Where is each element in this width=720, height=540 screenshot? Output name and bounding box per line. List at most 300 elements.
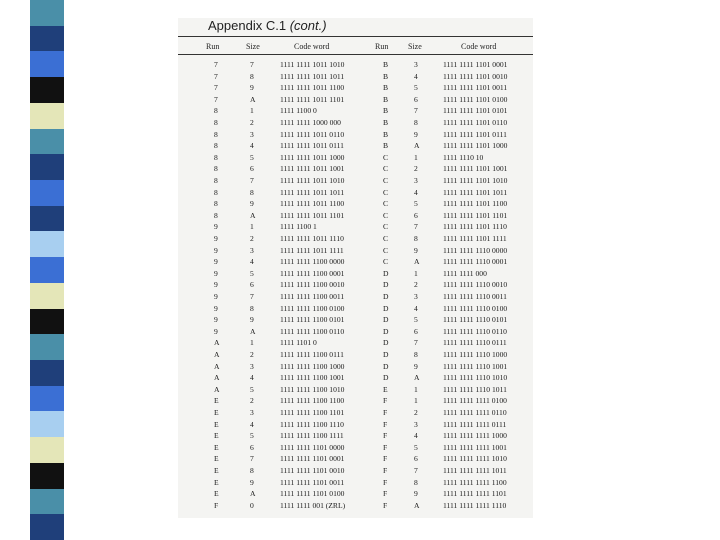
code-word-cell: 1111 1111 1011 0111 [280, 141, 344, 151]
size-cell: 8 [414, 477, 418, 487]
size-cell: 6 [250, 442, 254, 452]
run-cell: 9 [214, 245, 218, 255]
code-word-cell: 1111 1111 1101 0010 [443, 71, 508, 81]
run-cell: E [214, 477, 219, 487]
size-cell: 8 [250, 187, 254, 197]
run-cell: B [383, 71, 389, 81]
table-row [178, 153, 533, 163]
run-cell: E [214, 489, 219, 499]
size-cell: 7 [250, 454, 254, 464]
table-scan [178, 18, 533, 518]
code-word-cell: 1111 1111 1100 1111 [280, 431, 344, 441]
code-word-cell: 1111 1111 1100 0000 [280, 257, 345, 267]
size-cell: 6 [250, 280, 254, 290]
table-row [178, 338, 533, 348]
size-cell: 4 [250, 373, 254, 383]
run-cell: 8 [214, 141, 218, 151]
table-row [178, 269, 533, 279]
run-cell: F [214, 500, 219, 510]
run-cell: F [383, 477, 388, 487]
stripe-block [30, 334, 64, 360]
table-row [178, 141, 533, 151]
code-word-cell: 1111 1111 1111 1000 [443, 431, 507, 441]
stripe-block [30, 103, 64, 129]
run-cell: C [383, 164, 389, 174]
size-cell: 2 [250, 118, 254, 127]
run-cell: D [383, 361, 389, 371]
size-cell: 4 [250, 141, 254, 151]
run-cell: F [383, 431, 388, 441]
run-cell: A [214, 373, 220, 383]
table-row [178, 95, 533, 105]
run-cell: 8 [214, 199, 218, 209]
code-word-cell: 1111 1111 1110 1000 [443, 350, 508, 359]
code-word-cell: 1111 1111 1011 1100 [280, 83, 345, 93]
size-cell: 6 [414, 326, 418, 336]
size-cell: 7 [414, 466, 418, 475]
run-cell: F [383, 454, 388, 464]
run-cell: 7 [214, 60, 218, 69]
run-cell: C [383, 257, 389, 267]
table-row [178, 466, 533, 476]
table-row [178, 454, 533, 464]
code-word-cell: 1111 1111 1110 0001 [443, 257, 508, 267]
run-cell: 8 [214, 164, 218, 174]
run-cell: 9 [214, 303, 218, 313]
size-cell: 3 [414, 419, 418, 429]
table-row [178, 234, 533, 244]
size-cell: 7 [250, 176, 254, 185]
code-word-cell: 1111 1111 1100 0100 [280, 303, 345, 313]
run-cell: D [383, 292, 389, 301]
code-word-cell: 1111 1111 1110 1010 [443, 373, 508, 383]
table-row [178, 106, 533, 116]
run-cell: F [383, 500, 388, 510]
run-cell: 9 [214, 268, 218, 278]
table-row [178, 408, 533, 418]
table-row [178, 362, 533, 372]
run-cell: D [383, 350, 389, 359]
title-main: Appendix C.1 [208, 18, 287, 33]
run-cell: B [383, 106, 389, 116]
code-word-cell: 1111 1111 1100 1010 [280, 384, 345, 394]
table-row [178, 431, 533, 441]
header-size-2: Size [408, 42, 422, 51]
stripe-block [30, 283, 64, 309]
code-word-cell: 1111 1111 1011 1101 [280, 94, 345, 104]
code-word-cell: 1111 1110 10 [443, 152, 484, 162]
run-cell: 8 [214, 152, 218, 162]
code-word-cell: 1111 1111 1100 1101 [280, 408, 345, 417]
run-cell: E [214, 454, 219, 464]
code-word-cell: 1111 1111 1101 1011 [443, 187, 508, 197]
table-row [178, 280, 533, 290]
run-cell: A [214, 384, 220, 394]
code-word-cell: 1111 1111 1011 1000 [280, 152, 345, 162]
size-cell: 4 [250, 419, 254, 429]
code-word-cell: 1111 1111 1101 0100 [443, 94, 508, 104]
table-row [178, 489, 533, 499]
size-cell: A [414, 373, 420, 383]
code-word-cell: 1111 1111 1011 1100 [280, 199, 345, 209]
size-cell: 3 [250, 129, 254, 139]
run-cell: E [214, 466, 219, 475]
size-cell: 6 [414, 94, 418, 104]
run-cell: C [383, 199, 389, 209]
table-row [178, 257, 533, 267]
table-row [178, 292, 533, 302]
size-cell: 5 [414, 442, 418, 452]
header-code-1: Code word [294, 42, 330, 51]
top-rule [178, 36, 533, 37]
code-word-cell: 1111 1111 1101 0010 [280, 466, 345, 475]
size-cell: A [414, 141, 420, 151]
run-cell: 8 [214, 129, 218, 139]
title-cont: (cont.) [289, 18, 327, 33]
code-word-cell: 1111 1111 1000 000 [280, 118, 341, 127]
size-cell: 3 [414, 60, 418, 69]
table-row [178, 130, 533, 140]
size-cell: 1 [250, 106, 254, 116]
header-run-1: Run [206, 42, 220, 51]
code-word-cell: 1111 1111 1100 1110 [280, 419, 344, 429]
code-word-cell: 1111 1111 1101 1111 [443, 234, 507, 243]
table-row [178, 222, 533, 232]
size-cell: 5 [414, 315, 418, 325]
code-word-cell: 1111 1100 1 [280, 222, 317, 232]
run-cell: F [383, 419, 388, 429]
size-cell: 7 [414, 106, 418, 116]
code-word-cell: 1111 1111 1101 1100 [443, 199, 508, 209]
table-row [178, 188, 533, 198]
size-cell: 2 [250, 234, 254, 243]
size-cell: 3 [250, 245, 254, 255]
code-word-cell: 1111 1111 1101 0101 [443, 106, 508, 116]
size-cell: 3 [250, 361, 254, 371]
size-cell: 2 [414, 164, 418, 174]
size-cell: 9 [250, 83, 254, 93]
run-cell: 8 [214, 210, 218, 220]
code-word-cell: 1111 1111 1101 0011 [443, 83, 508, 93]
page-title [208, 18, 327, 33]
size-cell: 6 [414, 210, 418, 220]
size-cell: 9 [250, 477, 254, 487]
code-word-cell: 1111 1111 1011 1011 [280, 187, 345, 197]
run-cell: D [383, 268, 389, 278]
code-word-cell: 1111 1111 1101 0001 [280, 454, 345, 464]
stripe-block [30, 51, 64, 77]
code-word-cell: 1111 1111 1011 1010 [280, 176, 345, 185]
table-row [178, 420, 533, 430]
code-word-cell: 1111 1111 1111 1010 [443, 454, 507, 464]
size-cell: 7 [414, 222, 418, 232]
run-cell: D [383, 326, 389, 336]
size-cell: 2 [414, 408, 418, 417]
table-row [178, 246, 533, 256]
table-row [178, 72, 533, 82]
run-cell: D [383, 338, 389, 348]
run-cell: D [383, 315, 389, 325]
stripe-block [30, 463, 64, 489]
run-cell: E [383, 384, 388, 394]
size-cell: 9 [414, 489, 418, 499]
run-cell: D [383, 303, 389, 313]
code-word-cell: 1111 1111 1110 0101 [443, 315, 508, 325]
size-cell: 9 [250, 315, 254, 325]
code-word-cell: 1111 1111 1101 0111 [443, 129, 507, 139]
run-cell: E [214, 431, 219, 441]
stripe-block [30, 309, 64, 335]
code-word-cell: 1111 1111 1011 1111 [280, 245, 344, 255]
size-cell: 5 [414, 83, 418, 93]
size-cell: 3 [414, 176, 418, 185]
code-word-cell: 1111 1111 1111 0111 [443, 419, 507, 429]
table-row [178, 373, 533, 383]
code-word-cell: 1111 1111 1110 0011 [443, 292, 507, 301]
size-cell: 3 [414, 292, 418, 301]
table-row [178, 396, 533, 406]
run-cell: A [214, 361, 220, 371]
table-row [178, 350, 533, 360]
code-word-cell: 1111 1111 1011 1101 [280, 210, 345, 220]
run-cell: A [214, 338, 220, 348]
code-word-cell: 1111 1111 1100 0110 [280, 326, 345, 336]
table-row [178, 176, 533, 186]
run-cell: A [214, 350, 220, 359]
table-row [178, 304, 533, 314]
run-cell: F [383, 466, 388, 475]
size-cell: 0 [250, 500, 254, 510]
size-cell: 7 [250, 292, 254, 301]
stripe-block [30, 411, 64, 437]
size-cell: 1 [414, 268, 418, 278]
size-cell: 4 [414, 71, 418, 81]
header-rule [178, 54, 533, 55]
table-row [178, 60, 533, 70]
size-cell: 5 [250, 431, 254, 441]
size-cell: 8 [414, 350, 418, 359]
run-cell: C [383, 187, 389, 197]
code-word-cell: 1111 1111 1111 1011 [443, 466, 507, 475]
stripe-block [30, 206, 64, 232]
decorative-stripe [30, 0, 64, 540]
run-cell: E [214, 396, 219, 406]
run-cell: B [383, 60, 389, 69]
size-cell: 4 [414, 187, 418, 197]
stripe-block [30, 489, 64, 515]
table-row [178, 478, 533, 488]
size-cell: 3 [250, 408, 254, 417]
table-row [178, 118, 533, 128]
code-word-cell: 1111 1111 1101 0001 [443, 60, 508, 69]
code-word-cell: 1111 1111 1100 0101 [280, 315, 345, 325]
stripe-block [30, 386, 64, 412]
size-cell: 5 [250, 152, 254, 162]
size-cell: 4 [414, 303, 418, 313]
run-cell: C [383, 210, 389, 220]
size-cell: 7 [414, 338, 418, 348]
run-cell: F [383, 442, 388, 452]
size-cell: 6 [250, 164, 254, 174]
size-cell: A [250, 210, 256, 220]
size-cell: 1 [414, 152, 418, 162]
code-word-cell: 1111 1111 1101 1110 [443, 222, 507, 232]
size-cell: 8 [414, 234, 418, 243]
code-word-cell: 1111 1111 1100 1000 [280, 361, 345, 371]
size-cell: 2 [250, 350, 254, 359]
code-word-cell: 1111 1101 0 [280, 338, 317, 348]
run-cell: D [383, 280, 389, 290]
code-word-cell: 1111 1111 1101 0110 [443, 118, 508, 127]
code-word-cell: 1111 1111 1100 0010 [280, 280, 345, 290]
run-cell: B [383, 118, 389, 127]
size-cell: 5 [250, 268, 254, 278]
code-word-cell: 1111 1111 000 [443, 268, 487, 278]
run-cell: 9 [214, 222, 218, 232]
code-word-cell: 1111 1111 1100 1100 [280, 396, 345, 406]
size-cell: A [250, 489, 256, 499]
run-cell: E [214, 419, 219, 429]
code-word-cell: 1111 1111 1110 0100 [443, 303, 508, 313]
code-word-cell: 1111 1111 1111 1100 [443, 477, 507, 487]
size-cell: A [414, 257, 420, 267]
code-word-cell: 1111 1111 1101 1101 [443, 210, 508, 220]
code-word-cell: 1111 1111 1111 1101 [443, 489, 507, 499]
run-cell: B [383, 83, 389, 93]
size-cell: 4 [414, 431, 418, 441]
run-cell: 7 [214, 94, 218, 104]
size-cell: A [414, 500, 420, 510]
code-word-cell: 1111 1111 1100 0011 [280, 292, 345, 301]
code-word-cell: 1111 1111 1110 0110 [443, 326, 507, 336]
stripe-block [30, 26, 64, 52]
size-cell: 8 [250, 466, 254, 475]
table-row [178, 199, 533, 209]
table-row [178, 327, 533, 337]
stripe-block [30, 514, 64, 540]
size-cell: 1 [250, 222, 254, 232]
code-word-cell: 1111 1111 1011 0110 [280, 129, 345, 139]
run-cell: 9 [214, 280, 218, 290]
table-row [178, 315, 533, 325]
stripe-block [30, 77, 64, 103]
code-word-cell: 1111 1111 001 (ZRL) [280, 500, 346, 510]
table-row [178, 83, 533, 93]
code-word-cell: 1111 1111 1111 0110 [443, 408, 507, 417]
header-run-2: Run [375, 42, 389, 51]
run-cell: C [383, 234, 389, 243]
size-cell: 9 [414, 361, 418, 371]
code-word-cell: 1111 1111 1110 1001 [443, 361, 508, 371]
code-word-cell: 1111 1111 1011 1110 [280, 234, 344, 243]
run-cell: B [383, 141, 389, 151]
run-cell: E [214, 442, 219, 452]
run-cell: 7 [214, 71, 218, 81]
stripe-block [30, 437, 64, 463]
size-cell: 5 [414, 199, 418, 209]
size-cell: 6 [414, 454, 418, 464]
table-row [178, 385, 533, 395]
size-cell: 1 [414, 384, 418, 394]
stripe-block [30, 360, 64, 386]
size-cell: 5 [250, 384, 254, 394]
code-word-cell: 1111 1111 1110 0111 [443, 338, 507, 348]
run-cell: F [383, 408, 388, 417]
code-word-cell: 1111 1111 1111 1110 [443, 500, 507, 510]
size-cell: 2 [414, 280, 418, 290]
stripe-block [30, 0, 64, 26]
code-word-cell: 1111 1111 1100 1001 [280, 373, 345, 383]
run-cell: F [383, 489, 388, 499]
code-word-cell: 1111 1111 1011 1010 [280, 60, 345, 69]
run-cell: 9 [214, 257, 218, 267]
run-cell: C [383, 222, 389, 232]
size-cell: 9 [250, 199, 254, 209]
stripe-block [30, 129, 64, 155]
size-cell: 8 [250, 303, 254, 313]
code-word-cell: 1111 1111 1101 0100 [280, 489, 345, 499]
header-size-1: Size [246, 42, 260, 51]
size-cell: 7 [250, 60, 254, 69]
table-row [178, 501, 533, 511]
table-row [178, 164, 533, 174]
table-row [178, 443, 533, 453]
code-word-cell: 1111 1100 0 [280, 106, 317, 116]
run-cell: E [214, 408, 219, 417]
code-word-cell: 1111 1111 1110 0010 [443, 280, 508, 290]
code-word-cell: 1111 1111 1111 0100 [443, 396, 507, 406]
header-code-2: Code word [461, 42, 497, 51]
size-cell: 2 [250, 396, 254, 406]
code-word-cell: 1111 1111 1101 1010 [443, 176, 508, 185]
run-cell: C [383, 176, 389, 185]
stripe-block [30, 257, 64, 283]
code-word-cell: 1111 1111 1111 1001 [443, 442, 507, 452]
size-cell: A [250, 94, 256, 104]
run-cell: F [383, 396, 388, 406]
run-cell: 9 [214, 326, 218, 336]
size-cell: 9 [414, 245, 418, 255]
run-cell: 7 [214, 83, 218, 93]
stripe-block [30, 231, 64, 257]
run-cell: D [383, 373, 389, 383]
code-word-cell: 1111 1111 1101 0000 [280, 442, 345, 452]
run-cell: 8 [214, 118, 218, 127]
run-cell: 9 [214, 315, 218, 325]
code-word-cell: 1111 1111 1101 0011 [280, 477, 345, 487]
stripe-block [30, 154, 64, 180]
run-cell: 8 [214, 106, 218, 116]
code-word-cell: 1111 1111 1100 0001 [280, 268, 345, 278]
run-cell: C [383, 245, 389, 255]
size-cell: 4 [250, 257, 254, 267]
run-cell: 9 [214, 234, 218, 243]
code-word-cell: 1111 1111 1011 1001 [280, 164, 345, 174]
run-cell: 8 [214, 176, 218, 185]
code-word-cell: 1111 1111 1011 1011 [280, 71, 345, 81]
size-cell: 1 [250, 338, 254, 348]
run-cell: 9 [214, 292, 218, 301]
size-cell: 9 [414, 129, 418, 139]
stripe-block [30, 180, 64, 206]
code-word-cell: 1111 1111 1101 1000 [443, 141, 508, 151]
code-word-cell: 1111 1111 1110 0000 [443, 245, 508, 255]
table-row [178, 211, 533, 221]
code-word-cell: 1111 1111 1101 1001 [443, 164, 508, 174]
code-word-cell: 1111 1111 1110 1011 [443, 384, 507, 394]
size-cell: 8 [414, 118, 418, 127]
run-cell: 8 [214, 187, 218, 197]
